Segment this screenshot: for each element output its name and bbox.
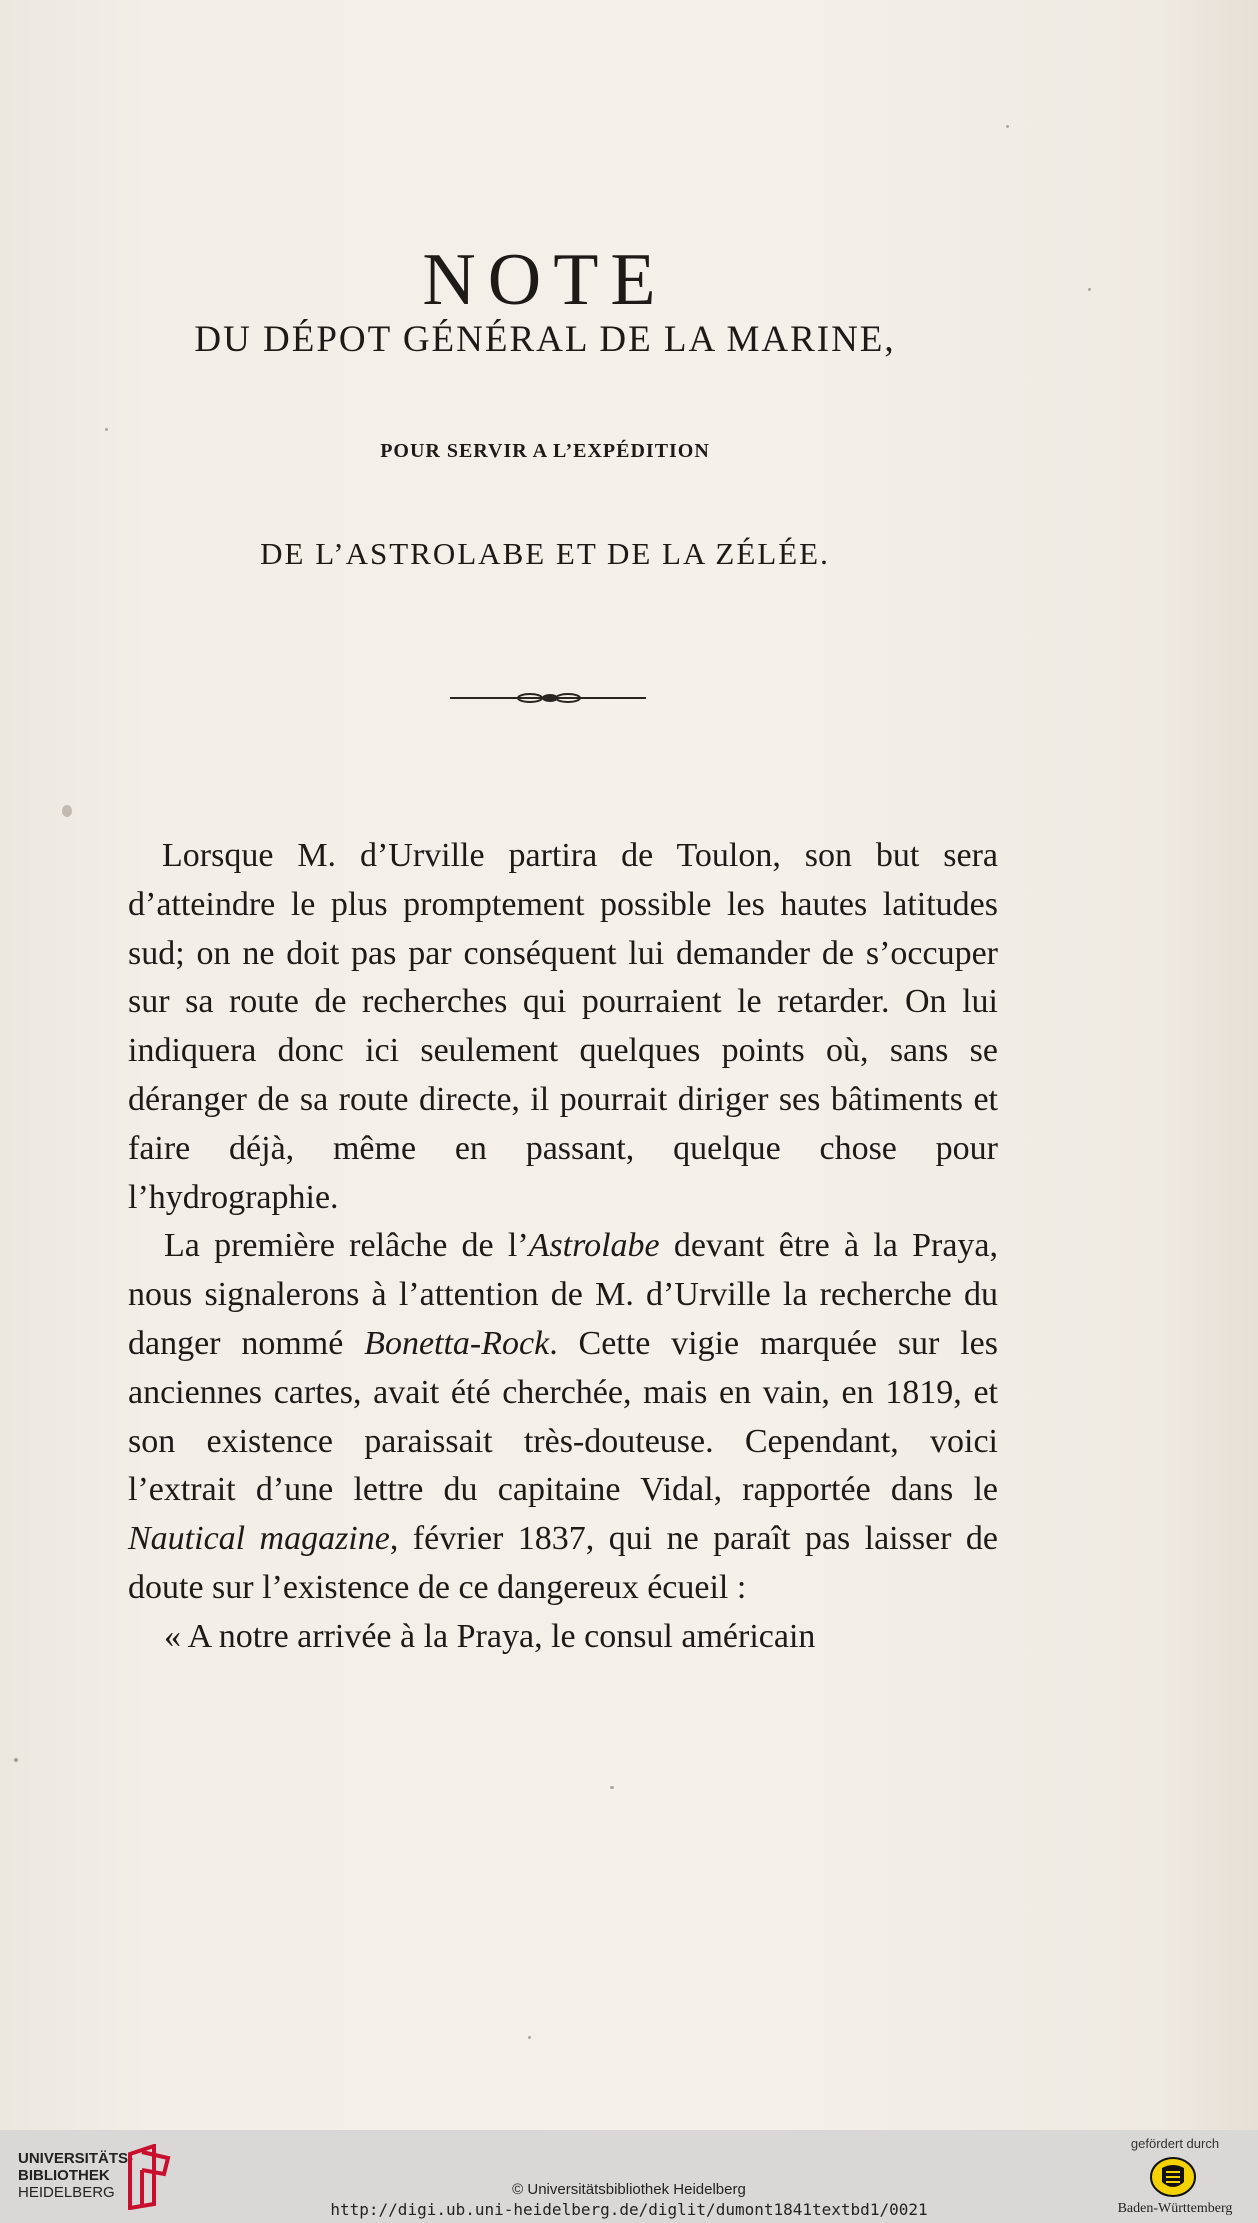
purpose-line: POUR SERVIR A L’EXPÉDITION — [380, 440, 710, 462]
decorative-rule-icon — [450, 690, 646, 706]
body-paragraph — [128, 1613, 998, 1662]
body-text — [128, 832, 998, 1662]
text-run: , février 1837, qui ne paraît pas laisser de doute sur l’existence de ce dangereux écueil : — [128, 1520, 998, 1606]
library-name-line: HEIDELBERG — [18, 2184, 115, 2201]
page-subtitle: DU DÉPOT GÉNÉRAL DE LA MARINE, — [194, 319, 896, 360]
paper-speck — [1006, 125, 1009, 128]
paper-speck — [610, 1786, 614, 1789]
sponsor-name: Baden-Württemberg — [1117, 2201, 1233, 2216]
text-run: Lorsque M. d’Urville partira de Toulon, son but sera d’atteindre le plus promptement possible les hautes latitudes sud; on ne doit pas par conséquent lui demander de s’occuper sur sa route de recherches qui pourraient le retarder. On lui indiquera donc ici seulement quelques points où, sans se déranger de sa route directe, il pourrait diriger ses bâtiments et faire déjà, même en passant, quelque chose pour l’hydrographie. — [128, 837, 998, 1216]
text-run: La première relâche de l’ — [164, 1227, 529, 1265]
text-run: « A notre arrivée à la Praya, le consul américain — [164, 1617, 816, 1655]
permalink-url[interactable]: http://digi.ub.uni-heidelberg.de/diglit/dumont1841textbd1/0021 — [330, 2200, 928, 2219]
italic-title: Nautical magazine — [128, 1520, 390, 1558]
paper-speck — [14, 1758, 18, 1762]
text-run: devant être à la Praya, nous signalerons à l’attention de M. d’Urville la recherche du danger nommé — [128, 1227, 998, 1362]
body-paragraph — [128, 1222, 998, 1612]
sponsor-label: gefördert durch — [1130, 2136, 1220, 2151]
library-name-line: UNIVERSITÄTS- — [18, 2150, 134, 2167]
baden-wuerttemberg-coat-of-arms-icon — [1148, 2156, 1198, 2198]
text-run: . Cette vigie marquée sur les anciennes cartes, avait été cherchée, mais en vain, en 1819, et son existence paraissait très-douteuse. Cependant, voici l’extrait d’une lettre du capitaine Vidal, rapportée dans le — [128, 1324, 998, 1509]
italic-title: Astrolabe — [528, 1227, 660, 1265]
body-paragraph — [128, 832, 998, 1222]
library-name-line: BIBLIOTHEK — [18, 2167, 110, 2184]
paper-speck — [528, 2036, 531, 2039]
paper-speck — [105, 428, 108, 431]
vessels-line: DE L’ASTROLABE ET DE LA ZÉLÉE. — [260, 536, 830, 571]
italic-title: Bonetta-Rock — [364, 1324, 550, 1362]
paper-speck — [62, 805, 72, 817]
page-title: NOTE — [422, 238, 668, 321]
copyright-text: © Universitätsbibliothek Heidelberg — [512, 2181, 746, 2198]
